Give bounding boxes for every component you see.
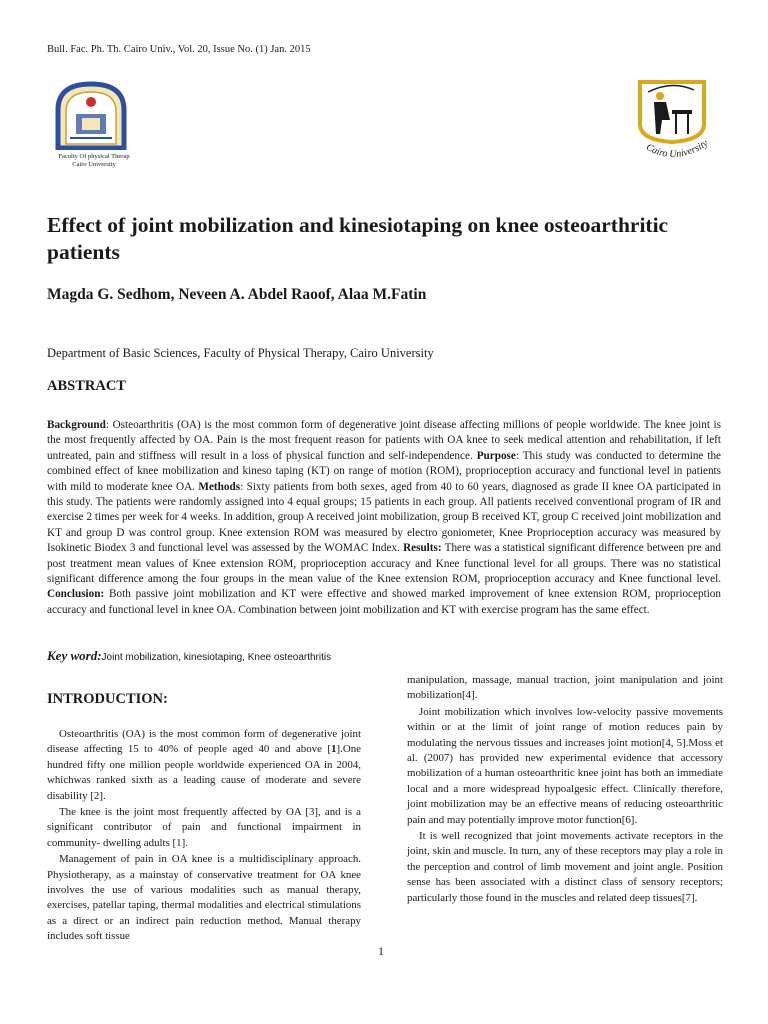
paper-title: Effect of joint mobilization and kinesiotaping on knee osteoarthritic patients (47, 213, 669, 264)
intro-p1-part-b: ].One hundred fifty one million people worldwide experienced OA in 2004, whichwas ranked sixth as a leading cause of moderate and severe disability [2]. (47, 743, 361, 802)
background-text: : Osteoarthritis (OA) is the most common form of degenerative joint disease affecting millions of people worldwide. The knee joint is the most frequently affected by OA. Pain is the most frequent reason for patients with OA knee to seek medical attention and rehabilitation, if left untreated, pain and stiffness will result in a loss of physical function and self-independence. (47, 419, 721, 462)
intro-paragraph: manipulation, massage, manual traction, joint manipulation and joint mobilization[4]. (407, 674, 723, 702)
introduction-left-column (47, 727, 361, 946)
intro-paragraph: It is well recognized that joint movements activate receptors in the joint, skin and muscle. In turn, any of these receptors may play a role in the perception and control of limb movement and joint angle. Position sense has been associated with a distinct class of sensory receptors; particularly those found in the muscles and related deep tissues[7]. (407, 830, 723, 904)
cairo-university-logo (624, 76, 720, 164)
intro-p1-part-a: Osteoarthritis (OA) is the most common form of degenerative joint disease affecting 15 to 40% of people aged 40 and above [ (47, 728, 361, 756)
authors: Magda G. Sedhom, Neveen A. Abdel Raoof, Alaa M.Fatin (47, 286, 427, 303)
faculty-caption (44, 153, 144, 169)
methods-text: : Sixty patients from both sexes, aged from 40 to 60 years, diagnosed as grade II knee OA participated in this study. The patients were randomly assigned into 4 equal groups; 15 patients in each group. All patients received conventional program of IR and exercise 2 times per week for 4 weeks. In addition, group A received joint mobilization, group B received KT, group C received joint mobilization and KT and group D was control group. Knee extension ROM was measured by electro goniometer, Knee Proprioception accuracy was measured by Isokinetic Biodex 3 and functional level was assessed by the WOMAC Index. (47, 480, 721, 555)
introduction-right-column (407, 673, 723, 907)
purpose-label: Purpose (476, 449, 516, 462)
purpose-text: : This study was conducted to determine the combined effect of knee mobilization and kineso taping (KT) on range of motion (ROM), proprioception accuracy and functional level in patients with mild to moderate knee OA. (47, 449, 722, 493)
intro-paragraph (47, 727, 361, 804)
introduction-heading: INTRODUCTION: (47, 691, 168, 707)
faculty-caption-line-2: Cairo University (72, 161, 116, 168)
faculty-caption-line-1: Faculty Of physical Therap (58, 153, 130, 160)
intro-paragraph: The knee is the joint most frequently affected by OA [3], and is a significant contributor of pain and functional impairment in community- dwelling adults [1]. (47, 806, 361, 849)
results-text: There was a statistical significant difference between pre and post treatment mean values of Knee extension ROM, proprioception accuracy and Knee functional level for all groups. There was no statistical significant difference among the four groups in the mean value of the Knee extension ROM, proprioception accuracy and Knee functional level. (47, 542, 721, 586)
cairo-logo-text: Cairo University (644, 137, 711, 161)
conclusion-label: Conclusion: (47, 588, 105, 601)
faculty-logo (52, 80, 130, 150)
affiliation: Department of Basic Sciences, Faculty of Physical Therapy, Cairo University (47, 346, 434, 360)
keywords (47, 648, 331, 664)
keywords-text: Joint mobilization, kinesiotaping, Knee osteoarthritis (101, 652, 332, 663)
results-label: Results: (403, 542, 442, 555)
abstract-heading: ABSTRACT (47, 378, 126, 394)
background-label: Background (47, 419, 106, 431)
abstract-body (47, 418, 721, 618)
journal-citation: Bull. Fac. Ph. Th. Cairo Univ., Vol. 20, Issue No. (1) Jan. 2015 (47, 44, 311, 55)
intro-p1-ref: 1 (331, 743, 337, 756)
keywords-label: Key word: (47, 648, 102, 663)
methods-label: Methods (198, 480, 241, 493)
page-number: 1 (378, 944, 384, 958)
intro-paragraph: Joint mobilization which involves low-velocity passive movements within or at the limit of joint range of motion reduces pain by modulating the nervous tissues and increases joint motion[4, 5].Moss et al. (2007) has provided new experimental evidence that accessory mobilization of a human osteoarthritic knee joint has both an immediate local and a more widespread hypoalgesic effect. Clinically therefore, joint mobilization may be an effective means of reducing osteoarthritic pain and may potentially improve motor function[6]. (407, 705, 723, 826)
conclusion-text: Both passive joint mobilization and KT were effective and showed marked improvement of knee extension ROM, proprioception accuracy and functional level in knee OA. Combination between joint mobilization and KT with exercise program has the same effect. (47, 588, 721, 616)
intro-paragraph: Management of pain in OA knee is a multidisciplinary approach. Physiotherapy, as a mainstay of conservative treatment for OA knee involves the use of various modalities such as manual therapy, exercises, patellar taping, thermal modalities and electrical stimulations as a direct or an indirect pain reduction method. Manual therapy includes soft tissue (47, 853, 361, 943)
